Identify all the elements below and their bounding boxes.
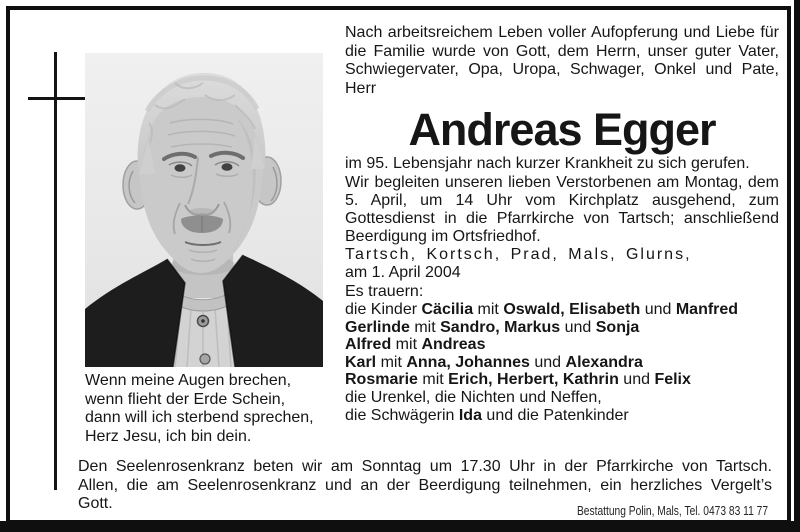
memorial-poem bbox=[85, 372, 314, 446]
notice-text-column bbox=[345, 24, 779, 424]
intro-text: Nach arbeitsreichem Leben voller Aufopferung und Liebe für die Familie wurde von Gott, dem Herrn, unser guter Vater, Schwiegervater, Opa, Uropa, Schwager, Onkel und Pate, Herr bbox=[345, 24, 779, 97]
mourner-line: die Urenkel, die Nichten und Neffen, bbox=[345, 388, 602, 406]
scan-edge-bottom bbox=[0, 521, 800, 532]
cross-arm bbox=[28, 97, 85, 100]
mourners-list bbox=[345, 301, 779, 424]
date-line: am 1. April 2004 bbox=[345, 264, 461, 281]
mourner-line: die Schwägerin Ida und die Patenkinder bbox=[345, 406, 629, 424]
deceased-portrait-photo bbox=[85, 53, 323, 367]
mourning-header: Es trauern: bbox=[345, 282, 424, 300]
rosary-line: Den Seelenrosenkranz beten wir am Sonntag um 17.30 Uhr in der Pfarrkirche von Tartsch. bbox=[78, 458, 772, 475]
places-line: Tartsch, Kortsch, Prad, Mals, Glurns, bbox=[345, 245, 692, 263]
poem-line: wenn flieht der Erde Schein, bbox=[85, 390, 286, 408]
poem-line: Herz Jesu, ich bin dein. bbox=[85, 427, 252, 445]
undertaker-info: Bestattung Polin, Mals, Tel. 0473 83 11 77 bbox=[576, 504, 768, 518]
mourner-line: Rosmarie mit Erich, Herbert, Kathrin und Felix bbox=[345, 371, 691, 389]
mourner-line: die Kinder Cäcilia mit Oswald, Elisabeth und Manfred bbox=[345, 301, 739, 318]
rosary-line: Gott. bbox=[78, 495, 113, 513]
portrait-illustration bbox=[85, 53, 323, 367]
mourner-line: Gerlinde mit Sandro, Markus und Sonja bbox=[345, 318, 640, 336]
obituary-line: im 95. Lebensjahr nach kurzer Krankheit zu sich gerufen. bbox=[345, 155, 750, 172]
poem-line: Wenn meine Augen brechen, bbox=[85, 372, 292, 389]
scan-edge-right bbox=[794, 0, 800, 532]
funeral-info: Wir begleiten unseren lieben Verstorbenen am Montag, dem 5. April, um 14 Uhr vom Kirchplatz ausgehend, zum Gottesdienst in die Pfarrkirche von Tartsch; anschließend Beerdigung im Ortsfriedhof. bbox=[345, 173, 779, 245]
mourner-line: Alfred mit Andreas bbox=[345, 336, 486, 354]
deceased-name: Andreas Egger bbox=[408, 104, 716, 155]
poem-line: dann will ich sterbend sprechen, bbox=[85, 409, 314, 426]
mourner-line: Karl mit Anna, Johannes und Alexandra bbox=[345, 353, 643, 371]
cross-stem bbox=[54, 52, 57, 490]
rosary-line: Allen, die am Seelenrosenkranz und an der Beerdigung teilnehmen, ein herzliches Vergelt’s bbox=[78, 476, 772, 494]
